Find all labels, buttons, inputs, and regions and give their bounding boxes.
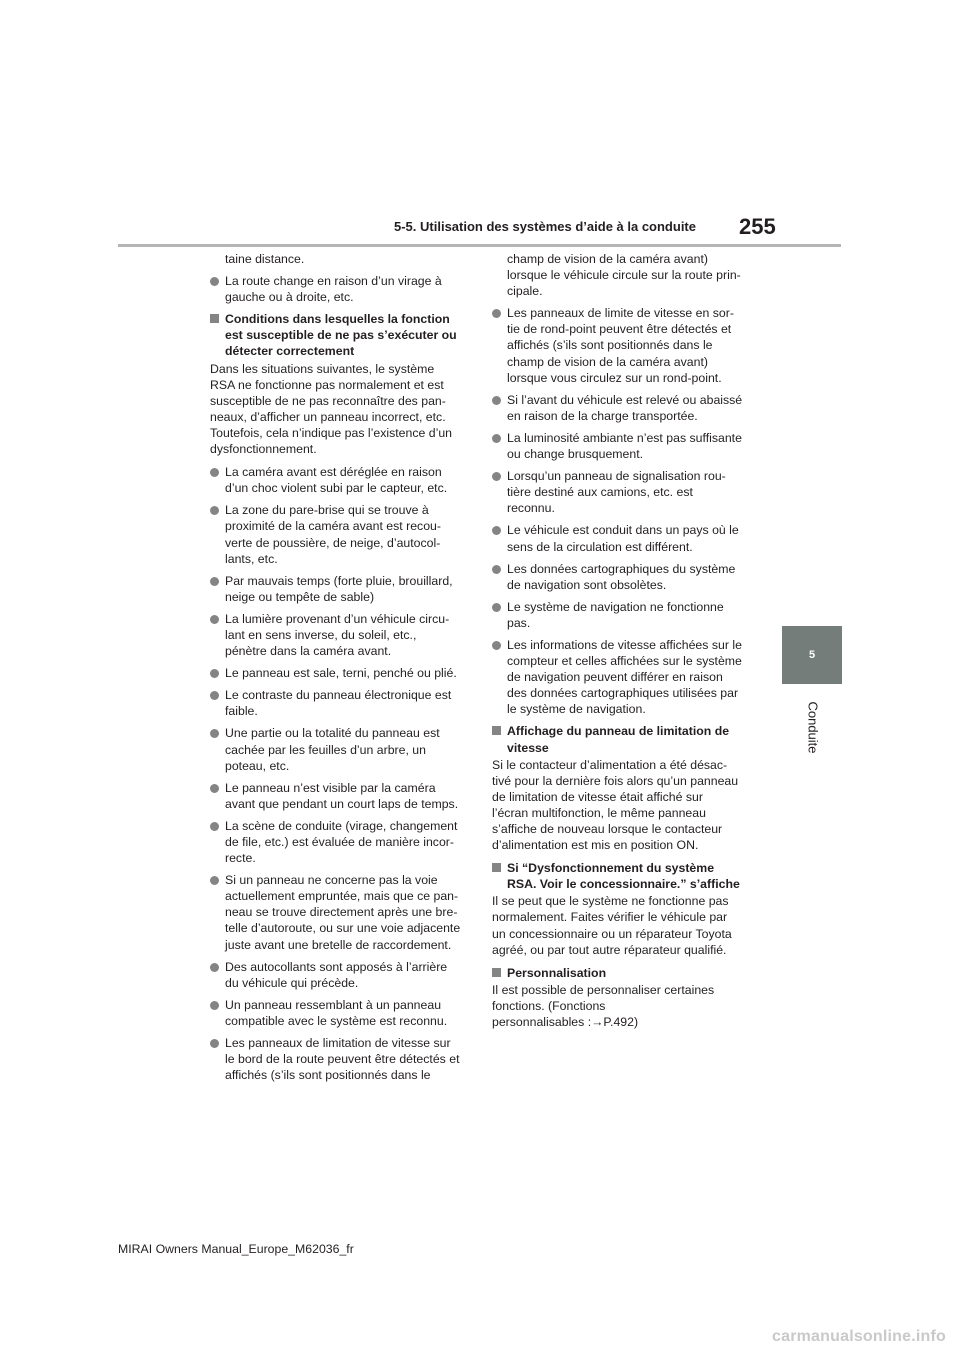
round-bullet-icon — [492, 396, 501, 405]
section-heading-text: Conditions dans lesquelles la fonction est susceptible de ne pas s’exécuter ou détecter correctement — [225, 312, 457, 359]
section-heading-text: Si “Dysfonctionnement du système RSA. Voir le concessionnaire.” s’affiche — [507, 861, 740, 892]
round-bullet-icon — [210, 669, 219, 678]
round-bullet-icon — [210, 277, 219, 286]
list-item — [492, 522, 752, 554]
list-item-text: La lumière provenant d’un véhicule circu- lant en sens inverse, du soleil, etc., pénètre dans la caméra avant. — [225, 611, 450, 659]
list-item-text: La route change en raison d’un virage à gauche ou à droite, etc. — [225, 274, 442, 305]
list-item — [492, 430, 752, 462]
round-bullet-icon — [492, 434, 501, 443]
list-item — [210, 997, 470, 1029]
list-item — [492, 468, 752, 516]
list-item — [210, 273, 470, 305]
list-item — [210, 780, 470, 812]
list-item-text: Le panneau est sale, terni, penché ou plié. — [225, 666, 457, 681]
round-bullet-icon — [492, 472, 501, 481]
bullet-list-b — [210, 464, 470, 1083]
square-bullet-icon — [492, 968, 501, 977]
list-item — [210, 502, 470, 566]
list-item — [210, 611, 470, 659]
list-item-text: Les panneaux de limite de vitesse en sor- tie de rond-point peuvent être détectés et affichés (s’ils sont positionnés dans le champ de vision de la caméra avant) lorsque vous circulez sur un rond-point. — [507, 306, 734, 385]
round-bullet-icon — [492, 526, 501, 535]
round-bullet-icon — [492, 603, 501, 612]
round-bullet-icon — [210, 691, 219, 700]
list-item-text: Une partie ou la totalité du panneau est cachée par les feuilles d’un arbre, un poteau, etc. — [225, 726, 440, 773]
continued-text: taine distance. — [225, 252, 305, 266]
list-item-text: Le panneau n’est visible par la caméra avant que pendant un court laps de temps. — [225, 780, 459, 811]
round-bullet-icon — [492, 641, 501, 650]
list-item-text: Le système de navigation ne fonctionne pas. — [507, 599, 724, 630]
square-bullet-icon — [492, 863, 501, 872]
watermark[interactable]: carmanualsonline.info — [772, 1328, 947, 1345]
round-bullet-icon — [210, 506, 219, 515]
paragraph: Il se peut que le système ne fonctionne pas normalement. Faites vérifier le véhicule par un concessionnaire ou un réparateur Toyota agréé, ou par tout autre réparateur qualifié. — [492, 894, 732, 957]
section-heading-text: Personnalisation — [507, 965, 607, 980]
square-bullet-icon — [210, 314, 219, 323]
list-item — [492, 305, 752, 385]
list-item — [210, 959, 470, 991]
list-item-text: Les données cartographiques du système de navigation sont obsolètes. — [507, 561, 736, 592]
list-item — [210, 665, 470, 681]
list-item-text: Un panneau ressemblant à un panneau compatible avec le système est reconnu. — [225, 997, 448, 1028]
section-heading — [492, 723, 752, 755]
list-item — [492, 561, 752, 593]
round-bullet-icon — [210, 615, 219, 624]
square-bullet-icon — [492, 726, 501, 735]
list-item — [492, 392, 752, 424]
round-bullet-icon — [210, 963, 219, 972]
list-item-text: Les informations de vitesse affichées sur le compteur et celles affichées sur le système de navigation peuvent différer en raison des données cartographiques utilisées par le système de navigation. — [507, 637, 742, 717]
list-item-text: Le contraste du panneau électronique est faible. — [225, 688, 452, 719]
list-item — [210, 818, 470, 866]
list-item — [210, 573, 470, 605]
list-item-text: Si l’avant du véhicule est relevé ou abaissé en raison de la charge transportée. — [507, 392, 743, 423]
round-bullet-icon — [210, 468, 219, 477]
list-item-text: Par mauvais temps (forte pluie, brouillard, neige ou tempête de sable) — [225, 573, 453, 604]
round-bullet-icon — [210, 577, 219, 586]
round-bullet-icon — [210, 1039, 219, 1048]
bullet-list — [492, 305, 752, 717]
list-item-text: Les panneaux de limitation de vitesse sur le bord de la route peuvent être détectés et affichés (s’ils sont positionnés dans le — [225, 1036, 460, 1083]
chapter-label — [783, 692, 843, 762]
header-rule — [118, 244, 841, 247]
section-heading-text: Affichage du panneau de limitation de vitesse — [507, 724, 730, 755]
section-heading — [210, 311, 470, 359]
list-item-text: Lorsqu’un panneau de signalisation rou- tière destiné aux camions, etc. est reconnu. — [507, 469, 726, 516]
list-item-text: La caméra avant est déréglée en raison d’un choc violent subi par le capteur, etc. — [225, 465, 448, 496]
page-number: 255 — [739, 214, 776, 239]
list-item-text: Le véhicule est conduit dans un pays où le sens de la circulation est différent. — [507, 523, 739, 554]
left-column — [210, 251, 470, 1089]
right-column — [492, 251, 752, 1037]
list-item — [210, 687, 470, 719]
round-bullet-icon — [210, 729, 219, 738]
round-bullet-icon — [210, 784, 219, 793]
header-title: 5-5. Utilisation des systèmes d’aide à la conduite — [394, 219, 696, 234]
round-bullet-icon — [492, 565, 501, 574]
round-bullet-icon — [210, 822, 219, 831]
list-item — [210, 872, 470, 952]
list-item — [492, 637, 752, 717]
list-item-text: La zone du pare-brise qui se trouve à proximité de la caméra avant est recou- verte de poussière, de neige, d’autocol- lants, etc. — [225, 503, 441, 566]
list-item-text: Des autocollants sont apposés à l’arrière du véhicule qui précède. — [225, 959, 448, 990]
section-heading — [492, 965, 752, 981]
list-item-text: Si un panneau ne concerne pas la voie actuellement empruntée, mais que ce pan- neau se trouve directement après une bre- telle d’autoroute, ou sur une voie adjacente juste avant une bretelle de raccordement. — [225, 873, 461, 952]
chapter-tab[interactable]: 5 — [782, 626, 842, 684]
list-item — [210, 464, 470, 496]
paragraph: Si le contacteur d’alimentation a été désac- tivé pour la dernière fois alors qu’un panneau de limitation de vitesse était affiché sur l’écran multifonction, le même panneau s’affiche de nouveau lorsque le contacteur d’alimentation est mis en position ON. — [492, 757, 739, 853]
list-item — [210, 1035, 470, 1083]
section-heading — [492, 860, 752, 892]
paragraph: Il est possible de personnaliser certaines fonctions. (Fonctions personnalisables :→P.492) — [492, 982, 715, 1030]
round-bullet-icon — [210, 876, 219, 885]
continued-text: champ de vision de la caméra avant) lorsque le véhicule circule sur la route prin- cipale. — [507, 252, 741, 299]
list-item — [492, 599, 752, 631]
list-item — [210, 725, 470, 773]
round-bullet-icon — [210, 1001, 219, 1010]
bullet-list-a — [210, 273, 470, 305]
list-item-text: La scène de conduite (virage, changement de file, etc.) est évaluée de manière incor- recte. — [225, 818, 458, 866]
footer-text: MIRAI Owners Manual_Europe_M62036_fr — [118, 1242, 354, 1256]
round-bullet-icon — [492, 309, 501, 318]
chapter-label-text: Conduite — [805, 700, 821, 754]
list-item-text: La luminosité ambiante n’est pas suffisante ou change brusquement. — [507, 430, 742, 462]
paragraph: Dans les situations suivantes, le système RSA ne fonctionne pas normalement et est susceptible de ne pas reconnaître des pan- neaux, d’afficher un panneau incorrect, etc. Toutefois, cela n’indique pas l’existence d’un dysfonctionnement. — [210, 361, 452, 457]
